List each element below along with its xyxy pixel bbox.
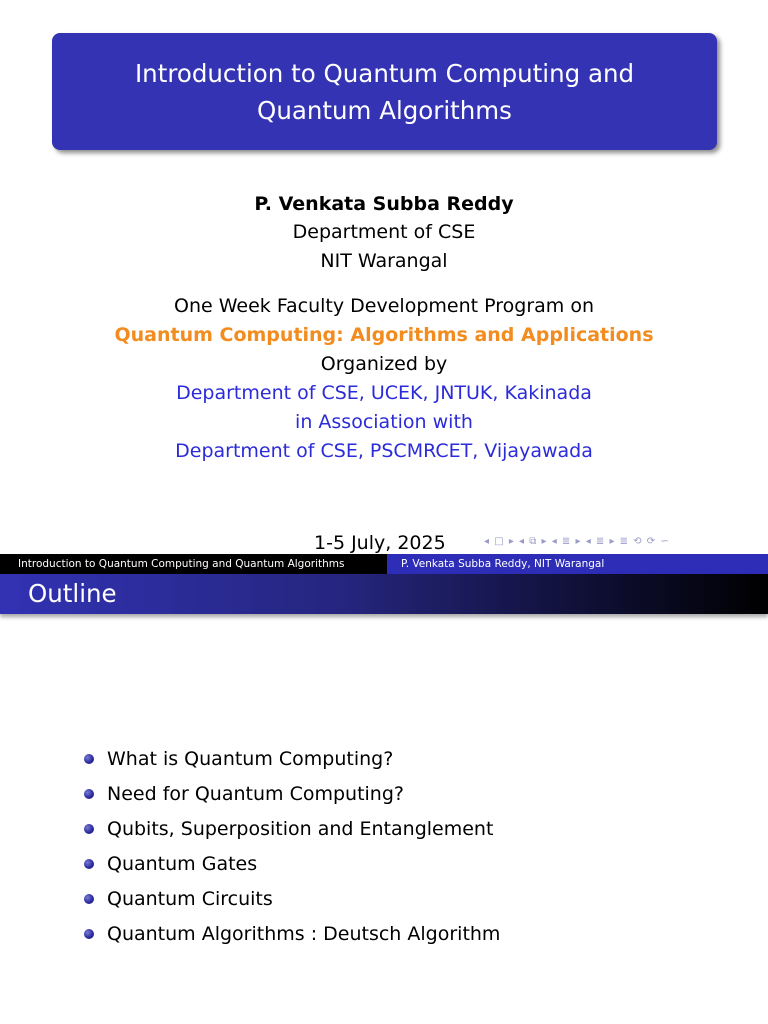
list-item-text: Qubits, Superposition and Entanglement <box>107 818 494 840</box>
author-name: P. Venkata Subba Reddy <box>254 193 514 215</box>
list-item <box>84 847 500 882</box>
program-name: Quantum Computing: Algorithms and Applications <box>114 324 654 346</box>
slide-footer <box>0 554 768 574</box>
frame-title-bar <box>0 574 768 614</box>
list-item <box>84 882 500 917</box>
list-item <box>84 742 500 777</box>
affiliation-department: Department of CSE <box>292 221 476 243</box>
list-item <box>84 917 500 952</box>
title-line-1: Introduction to Quantum Computing and <box>134 58 635 88</box>
outline-slide <box>0 574 768 1024</box>
bullet-icon <box>84 929 94 939</box>
list-item-text: Quantum Algorithms : Deutsch Algorithm <box>107 923 501 945</box>
bullet-icon <box>84 789 94 799</box>
title-line-2: Quantum Algorithms <box>257 95 512 125</box>
event-date: 1-5 July, 2025 <box>314 532 446 554</box>
title-box <box>52 33 717 150</box>
affiliation <box>0 218 768 276</box>
bullet-icon <box>84 824 94 834</box>
list-item-text: Quantum Gates <box>107 853 258 875</box>
bullet-icon <box>84 754 94 764</box>
list-item-text: What is Quantum Computing? <box>107 748 394 770</box>
footer-author: P. Venkata Subba Reddy, NIT Warangal <box>387 554 768 574</box>
footer-title: Introduction to Quantum Computing and Quantum Algorithms <box>0 554 387 574</box>
organizer-line-3: Department of CSE, PSCMRCET, Vijayawada <box>175 440 593 462</box>
affiliation-institute: NIT Warangal <box>320 250 448 272</box>
list-item-text: Need for Quantum Computing? <box>107 783 404 805</box>
bullet-icon <box>84 894 94 904</box>
frame-title: Outline <box>28 579 117 608</box>
program-line: One Week Faculty Development Program on <box>174 295 594 317</box>
organized-by-label: Organized by <box>320 353 448 375</box>
list-item <box>84 812 500 847</box>
beamer-navigation-icons[interactable]: ◂ □ ▸ ◂ ⧉ ▸ ◂ ≣ ▸ ◂ ≣ ▸ ≣ ⟲ ⟳ ∽ <box>484 536 670 547</box>
outline-list <box>84 742 500 952</box>
list-item <box>84 777 500 812</box>
bullet-icon <box>84 859 94 869</box>
organizer-line-2: in Association with <box>295 411 473 433</box>
program-info <box>0 292 768 466</box>
list-item-text: Quantum Circuits <box>107 888 273 910</box>
organizer-line-1: Department of CSE, UCEK, JNTUK, Kakinada <box>176 382 592 404</box>
